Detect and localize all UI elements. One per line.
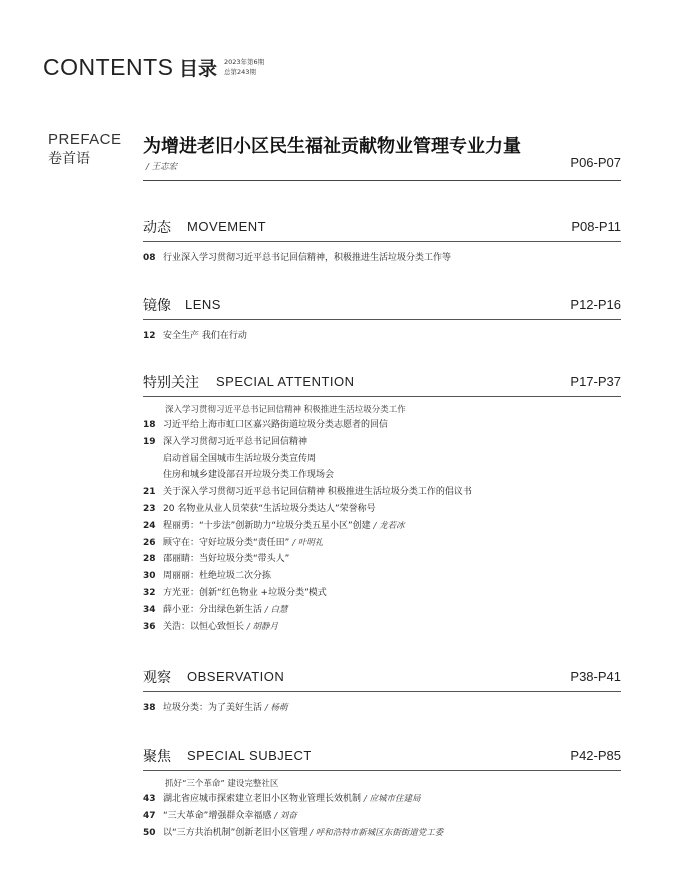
- section-subtitle: 抓好“三个革命” 建设完整社区: [165, 779, 279, 789]
- toc-entry[interactable]: [143, 451, 621, 468]
- section-divider: [143, 770, 621, 771]
- entry-title: 启动首届全国城市生活垃圾分类宣传周: [163, 453, 317, 464]
- entry-author: / 应城市住建局: [363, 794, 421, 804]
- section-header: [143, 372, 621, 396]
- section-pages: P08-P11: [571, 219, 621, 234]
- toc-entry[interactable]: [143, 619, 621, 636]
- toc-entry[interactable]: [143, 825, 621, 842]
- preface-author: / 王志宏: [146, 162, 178, 172]
- entry-page: 23: [143, 503, 156, 514]
- entry-title: 深入学习贯彻习近平总书记回信精神: [163, 436, 308, 447]
- section-header: [143, 295, 621, 319]
- entry-title: 20 名物业从业人员荣获“生活垃圾分类达人”荣誉称号: [163, 503, 376, 514]
- item-list: [143, 250, 621, 267]
- section-movement: [143, 217, 621, 267]
- item-list: [143, 777, 621, 841]
- section-title-cn: 动态: [143, 220, 171, 236]
- entry-title: 顾守在：守好垃圾分类“责任田”: [163, 537, 290, 548]
- entry-author: / 杨萌: [264, 703, 288, 713]
- section-special-attention: [143, 372, 621, 635]
- entry-page: 19: [143, 436, 156, 447]
- section-header: [143, 217, 621, 241]
- section-title-cn: 观察: [143, 670, 171, 686]
- section-pages: P12-P16: [570, 297, 621, 312]
- preface-label-cn: 卷首语: [48, 151, 90, 167]
- entry-page: [143, 467, 163, 484]
- section-subtitle: 深入学习贯彻习近平总书记回信精神 积极推进生活垃圾分类工作: [165, 405, 406, 415]
- entry-page: 43: [143, 794, 156, 804]
- entry-page: 18: [143, 420, 156, 430]
- section-observation: [143, 667, 621, 717]
- entry-author: / 呼和浩特市新城区东街街道党工委: [310, 827, 444, 838]
- entry-title: 邵丽睛：当好垃圾分类“带头人”: [163, 554, 290, 565]
- entry-page: 28: [143, 554, 156, 565]
- entry-page: 26: [143, 537, 156, 548]
- toc-entry[interactable]: [143, 808, 621, 825]
- contents-title-en: CONTENTS: [43, 54, 174, 80]
- section-title-cn: 镜像: [143, 298, 171, 314]
- toc-entry[interactable]: [143, 328, 621, 345]
- section-title-cn: 特别关注: [143, 375, 199, 391]
- section-header: [143, 746, 621, 770]
- section-pages: P17-P37: [570, 374, 621, 389]
- section-title-en: SPECIAL ATTENTION: [216, 374, 355, 389]
- entry-title: 薛小亚：分出绿色新生活: [163, 604, 263, 615]
- item-list: [143, 403, 621, 635]
- section-lens: [143, 295, 621, 345]
- section-divider: [143, 241, 621, 242]
- entry-author: / 白慧: [264, 604, 288, 615]
- toc-entry[interactable]: [143, 568, 621, 585]
- entry-title: 习近平给上海市虹口区嘉兴路街道垃圾分类志愿者的回信: [163, 420, 389, 430]
- section-title-en: LENS: [185, 297, 221, 312]
- toc-entry[interactable]: [143, 602, 621, 619]
- entry-title: 周丽丽：杜绝垃圾二次分拣: [163, 571, 272, 582]
- item-list: [143, 328, 621, 345]
- entry-title: “三大革命”增强群众幸福感: [163, 810, 272, 821]
- entry-title: 行业深入学习贯彻习近平总书记回信精神，积极推进生活垃圾分类工作等: [163, 253, 452, 263]
- entry-page: 38: [143, 703, 156, 713]
- preface-title[interactable]: 为增进老旧小区民生福祉贡献物业管理专业力量: [143, 136, 521, 157]
- toc-entry[interactable]: [143, 250, 621, 267]
- entry-title: 住房和城乡建设部召开垃圾分类工作现场会: [163, 470, 335, 481]
- preface-pages: P06-P07: [570, 155, 621, 170]
- toc-entry[interactable]: [143, 585, 621, 602]
- entry-page: 36: [143, 621, 156, 632]
- toc-entry[interactable]: [143, 535, 621, 552]
- entry-title: 关浩：以恒心致恒长: [163, 621, 245, 632]
- section-special-subject: [143, 746, 621, 841]
- section-title-en: MOVEMENT: [187, 219, 267, 234]
- entry-page: 32: [143, 587, 156, 598]
- section-title-cn: 聚焦: [143, 749, 171, 765]
- entry-page: 34: [143, 604, 156, 615]
- entry-title: 关于深入学习贯彻习近平总书记回信精神 积极推进生活垃圾分类工作的倡议书: [163, 487, 472, 498]
- toc-entry[interactable]: [143, 434, 621, 451]
- section-title-en: SPECIAL SUBJECT: [187, 748, 312, 763]
- toc-entry[interactable]: [143, 791, 621, 808]
- section-title-en: OBSERVATION: [187, 669, 285, 684]
- toc-entry[interactable]: [143, 484, 621, 501]
- entry-page: 30: [143, 571, 156, 582]
- entry-page: 08: [143, 253, 156, 263]
- toc-entry[interactable]: [143, 700, 621, 717]
- entry-author: / 龙若冰: [373, 520, 405, 531]
- entry-title: 安全生产 我们在行动: [163, 331, 247, 341]
- section-divider: [143, 691, 621, 692]
- total-issue-number: 总第243期: [224, 68, 256, 76]
- toc-entry[interactable]: [143, 501, 621, 518]
- entry-title: 以“三方共治机制”创新老旧小区管理: [163, 827, 308, 838]
- contents-title-cn: 目录: [179, 58, 218, 80]
- entry-page: 50: [143, 827, 156, 838]
- section-divider: [143, 319, 621, 320]
- section-divider: [143, 396, 621, 397]
- entry-page: [143, 451, 163, 468]
- item-list: [143, 700, 621, 717]
- issue-number: 2023年第6期: [224, 58, 265, 66]
- section-pages: P42-P85: [570, 748, 621, 763]
- entry-author: / 叶明礼: [292, 537, 324, 548]
- toc-entry[interactable]: [143, 417, 621, 434]
- entry-author: / 胡静月: [246, 621, 278, 632]
- issue-info: [224, 57, 264, 77]
- preface-divider: [143, 180, 621, 181]
- entry-page: 12: [143, 331, 156, 341]
- toc-entry[interactable]: [143, 467, 621, 484]
- entry-page: 47: [143, 810, 156, 821]
- toc-entry[interactable]: [143, 551, 621, 568]
- entry-title: 湖北省应城市探索建立老旧小区物业管理长效机制: [163, 794, 362, 804]
- entry-title: 方光亚：创新“红色物业 +垃圾分类”模式: [163, 587, 327, 598]
- entry-page: 21: [143, 487, 156, 498]
- entry-title: 程丽勇：“十步法”创新助力“垃圾分类五星小区”创建: [163, 520, 371, 531]
- entry-author: / 刘奋: [274, 810, 297, 821]
- section-header: [143, 667, 621, 691]
- section-pages: P38-P41: [570, 669, 621, 684]
- toc-entry[interactable]: [143, 518, 621, 535]
- entry-page: 24: [143, 520, 156, 531]
- preface-label-en: PREFACE: [48, 131, 122, 148]
- entry-title: 垃圾分类：为了美好生活: [163, 703, 263, 713]
